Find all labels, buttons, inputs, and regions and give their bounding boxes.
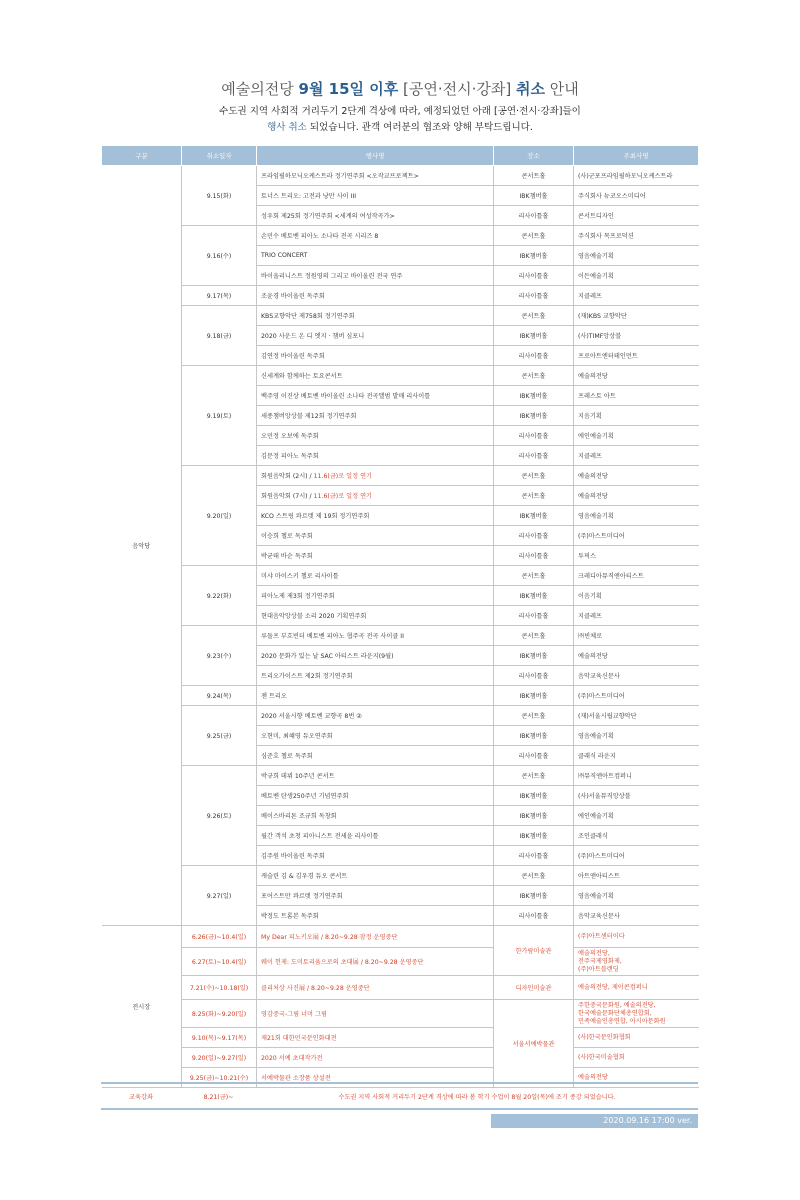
- title-mid: [공연·전시·강좌]: [398, 80, 516, 98]
- host-cell: 아트앤아티스트: [574, 866, 699, 886]
- date-cell: 9.22(화): [182, 566, 257, 626]
- version-badge: 2020.09.16 17:00 ver.: [491, 1114, 698, 1128]
- venue-cell: 콘서트홀: [494, 866, 574, 886]
- table-row: [102, 626, 699, 646]
- event-cell: [257, 786, 494, 806]
- event-name: 바이올리니스트 정원영의 그리고 바이올린 전국 연주: [261, 273, 403, 280]
- event-name: KBS교향악단 제758회 정기연주회: [261, 313, 355, 320]
- event-cell: [257, 406, 494, 426]
- event-name: 심준호 첼로 독주회: [261, 753, 313, 760]
- venue-cell: 콘서트홀: [494, 306, 574, 326]
- host-name: (사)한국문인화협회: [578, 1033, 631, 1041]
- event-cell: 영감중국-그림 너머 그림: [257, 1000, 494, 1028]
- education-note: 수도권 지역 사회적 거리두기 2단계 격상에 따라 봄 학기 수업이 8월 20일(목)에 조기 종강 되었습니다.: [256, 1083, 698, 1109]
- event-name: TRIO CONCERT: [261, 252, 308, 259]
- event-name: 김연정 바이올린 독주회: [261, 353, 325, 360]
- host-cell: 음악교육신문사: [574, 906, 699, 926]
- venue-cell: 디자인미술관: [494, 976, 574, 1000]
- event-name: 오민정 오보에 독주회: [261, 433, 319, 440]
- host-cell: 영음예술기획: [574, 726, 699, 746]
- venue-cell: 서울서예박물관: [494, 1000, 574, 1088]
- col-header-date: 취소일자: [182, 146, 257, 166]
- education-row: [101, 1083, 698, 1109]
- table-row: [102, 306, 699, 326]
- event-cell: [257, 426, 494, 446]
- event-name: 월간 객석 초청 피아니스트 전세윤 리사이틀: [261, 833, 379, 840]
- event-name: 현대음악앙상블 소리 2020 기획연주회: [261, 613, 367, 620]
- table-row: [102, 926, 699, 948]
- event-name: 피아노제 제3회 정기연주회: [261, 593, 335, 600]
- venue-cell: IBK챔버홀: [494, 506, 574, 526]
- venue-cell: 리사이틀홀: [494, 906, 574, 926]
- venue-cell: 리사이틀홀: [494, 606, 574, 626]
- host-cell: (주)마스트미디어: [574, 846, 699, 866]
- host-cell: (주)마스트미디어: [574, 686, 699, 706]
- venue-cell: 콘서트홀: [494, 566, 574, 586]
- event-cell: [257, 566, 494, 586]
- event-cell: [257, 866, 494, 886]
- subtitle-highlight: 행사 취소: [267, 122, 307, 133]
- event-cell: [257, 466, 494, 486]
- venue-cell: 콘서트홀: [494, 466, 574, 486]
- date-cell: 9.10(목)~9.17(목): [182, 1028, 257, 1048]
- event-cell: [257, 546, 494, 566]
- event-name: 회원음악회 (2시) /: [261, 473, 314, 480]
- category-cell: 전시장: [102, 926, 182, 1088]
- venue-cell: 리사이틀홀: [494, 846, 574, 866]
- venue-cell: 리사이틀홀: [494, 266, 574, 286]
- host-cell: 지클레프: [574, 446, 699, 466]
- table-row: [102, 976, 699, 1000]
- date-cell: 9.16(수): [182, 226, 257, 286]
- event-name: 미샤 마이스키 첼로 리사이틀: [261, 573, 339, 580]
- event-cell: [257, 206, 494, 226]
- event-cell: [257, 346, 494, 366]
- date-cell: 9.25(금): [182, 706, 257, 766]
- host-line: 민족예술인총연합, 아시아문화원: [578, 1017, 666, 1025]
- col-header-category: 구분: [102, 146, 182, 166]
- event-cell: [257, 286, 494, 306]
- event-cell: 2020 서예 초대작가전: [257, 1048, 494, 1068]
- event-cell: [257, 826, 494, 846]
- host-cell: ㈜빈체로: [574, 626, 699, 646]
- event-cell: [257, 886, 494, 906]
- postponed-note: 11.6(금)로 일정 연기: [313, 473, 373, 480]
- table-row: [102, 686, 699, 706]
- host-line: 주한중국문화원, 예술의전당,: [578, 1001, 656, 1009]
- title-prefix: 예술의전당: [221, 80, 299, 98]
- event-cell: 클리처상 사진展 / 8.20~9.28 운영중단: [257, 976, 494, 1000]
- host-cell: 음악교육신문사: [574, 666, 699, 686]
- host-cell: 지클레프: [574, 606, 699, 626]
- cancel-schedule-table: [101, 145, 699, 1088]
- date-cell: 9.17(목): [182, 286, 257, 306]
- host-cell: 크레디아뮤직앤아티스트: [574, 566, 699, 586]
- host-cell: 예술의전당: [574, 486, 699, 506]
- subtitle-line1: 수도권 지역 사회적 거리두기 2단계 격상에 따라, 예정되었던 아래 [공연·전시·강좌]들이: [219, 106, 581, 117]
- event-cell: [257, 706, 494, 726]
- event-name: 신세계와 함께하는 토요콘서트: [261, 373, 343, 380]
- host-cell: (사)군포프라임필하모닉오케스트라: [574, 166, 699, 186]
- venue-cell: IBK챔버홀: [494, 186, 574, 206]
- event-cell: [257, 766, 494, 786]
- event-cell: [257, 326, 494, 346]
- date-cell: 6.27(토)~10.4(일): [182, 948, 257, 976]
- date-cell: 6.26(금)~10.4(일): [182, 926, 257, 948]
- host-cell: 이든예술기획: [574, 266, 699, 286]
- event-name: 2020 사운드 온 디 엣지 · 챔버 심포니: [261, 333, 365, 340]
- event-name: 손민수 베토벤 피아노 소나타 전곡 시리즈 8: [261, 233, 379, 240]
- host-cell: 지클레프: [574, 286, 699, 306]
- venue-cell: IBK챔버홀: [494, 406, 574, 426]
- date-cell: 9.24(목): [182, 686, 257, 706]
- event-cell: [257, 906, 494, 926]
- education-label: 교육강좌: [101, 1083, 181, 1109]
- table-row: [102, 466, 699, 486]
- event-cell: [257, 646, 494, 666]
- host-cell: (사)서울뮤직앙상블: [574, 786, 699, 806]
- event-cell: [257, 626, 494, 646]
- table-row: [102, 948, 699, 976]
- venue-cell: 콘서트홀: [494, 766, 574, 786]
- host-line: (주)아트블랜딩: [578, 965, 619, 973]
- event-name: 김문정 피아노 독주회: [261, 453, 319, 460]
- venue-cell: IBK챔버홀: [494, 246, 574, 266]
- host-cell: (재)KBS 교향악단: [574, 306, 699, 326]
- table-row: [102, 766, 699, 786]
- host-cell: 투픽스: [574, 546, 699, 566]
- host-cell: [574, 948, 699, 976]
- venue-cell: 콘서트홀: [494, 166, 574, 186]
- category-cell: 음악당: [102, 166, 182, 926]
- host-name: (사)한국미술협회: [578, 1053, 625, 1061]
- event-cell: [257, 246, 494, 266]
- event-cell: [257, 166, 494, 186]
- venue-cell: 리사이틀홀: [494, 206, 574, 226]
- host-cell: [574, 1000, 699, 1028]
- host-name: (주)아트센터이다: [578, 932, 625, 940]
- host-cell: 프레스토 아트: [574, 386, 699, 406]
- page-title: [0, 78, 800, 99]
- title-highlight: 9월 15일 이후: [298, 80, 399, 98]
- host-cell: 주식회사 뉴코오스미디어: [574, 186, 699, 206]
- date-cell: 9.15(화): [182, 166, 257, 226]
- table-row: [102, 706, 699, 726]
- date-cell: 9.23(수): [182, 626, 257, 686]
- table-body: [102, 166, 699, 1088]
- host-name: 예술의전당: [578, 1073, 608, 1081]
- title-cancel: 취소: [515, 80, 545, 98]
- postponed-note: 11.6(금)로 일정 연기: [313, 493, 373, 500]
- host-cell: [574, 1048, 699, 1068]
- event-cell: [257, 386, 494, 406]
- event-cell: [257, 686, 494, 706]
- venue-cell: 콘서트홀: [494, 226, 574, 246]
- venue-cell: IBK챔버홀: [494, 786, 574, 806]
- host-cell: (사)TIMF앙상블: [574, 326, 699, 346]
- host-cell: 클래식 라운지: [574, 746, 699, 766]
- event-cell: [257, 306, 494, 326]
- host-cell: 프로아트엔터테인먼트: [574, 346, 699, 366]
- event-cell: My Dear 피노키오展 / 8.20~9.28 잠정 운영중단: [257, 926, 494, 948]
- event-cell: [257, 746, 494, 766]
- table-header-row: [102, 146, 699, 166]
- venue-cell: IBK챔버홀: [494, 806, 574, 826]
- host-cell: 예술의전당: [574, 366, 699, 386]
- event-name: 김주원 바이올린 독주회: [261, 853, 325, 860]
- event-name: 박정도 트롬본 독주회: [261, 913, 319, 920]
- date-cell: 9.25(금)~10.21(수): [182, 1068, 257, 1088]
- event-cell: [257, 446, 494, 466]
- table-row: [102, 166, 699, 186]
- venue-cell: 콘서트홀: [494, 706, 574, 726]
- venue-cell: 리사이틀홀: [494, 526, 574, 546]
- venue-cell: 리사이틀홀: [494, 546, 574, 566]
- host-cell: 조인클래식: [574, 826, 699, 846]
- event-cell: [257, 186, 494, 206]
- date-cell: 9.26(토): [182, 766, 257, 866]
- host-name: 예술의전당, 제이콘컴퍼니: [578, 983, 648, 991]
- event-name: 베토벤 탄생250주년 기념연주회: [261, 793, 349, 800]
- event-name: 오현미, 최혜영 듀오연주회: [261, 733, 333, 740]
- host-cell: 이음기획: [574, 586, 699, 606]
- venue-cell: IBK챔버홀: [494, 586, 574, 606]
- col-header-host: 주최사명: [574, 146, 699, 166]
- notice-subtitle: [0, 104, 800, 136]
- event-cell: [257, 506, 494, 526]
- date-cell: 9.27(일): [182, 866, 257, 926]
- venue-cell: IBK챔버홀: [494, 326, 574, 346]
- table-row: [102, 366, 699, 386]
- event-name: 성우회 제25회 정기연주회 <세계의 여성작곡가>: [261, 213, 395, 220]
- event-name: 세종챔버앙상블 제12회 정기연주회: [261, 413, 357, 420]
- host-cell: 영음예술기획: [574, 506, 699, 526]
- host-cell: 지음기획: [574, 406, 699, 426]
- host-cell: 에인예술기획: [574, 426, 699, 446]
- subtitle-line2: [0, 120, 800, 136]
- event-cell: [257, 806, 494, 826]
- date-cell: 7.21(수)~10.18(일): [182, 976, 257, 1000]
- event-name: 토너스 트리오: 고전과 낭만 사이 III: [261, 193, 357, 200]
- event-name: 2020 서울시향 베토벤 교향곡 8번 ②: [261, 713, 362, 720]
- venue-cell: 리사이틀홀: [494, 346, 574, 366]
- event-name: 베이스바리톤 조규희 독창회: [261, 813, 337, 820]
- host-cell: [574, 976, 699, 1000]
- education-date: 8.21(금)~: [181, 1083, 256, 1109]
- table-row: [102, 1048, 699, 1068]
- venue-cell: 콘서트홀: [494, 486, 574, 506]
- table-row: [102, 866, 699, 886]
- date-cell: 9.19(토): [182, 366, 257, 466]
- host-cell: (재)서울시립교향악단: [574, 706, 699, 726]
- table-row: [102, 1000, 699, 1028]
- host-cell: 예술의전당: [574, 646, 699, 666]
- event-cell: [257, 526, 494, 546]
- event-name: 2020 문화가 있는 날 SAC 아티스트 라운지(9월): [261, 653, 394, 660]
- host-line: 전주국제영화제,: [578, 957, 622, 965]
- event-name: 박균태 바순 독주회: [261, 553, 313, 560]
- venue-cell: 리사이틀홀: [494, 286, 574, 306]
- event-cell: [257, 666, 494, 686]
- venue-cell: IBK챔버홀: [494, 646, 574, 666]
- event-cell: [257, 266, 494, 286]
- event-cell: [257, 586, 494, 606]
- event-cell: [257, 846, 494, 866]
- table-row: [102, 226, 699, 246]
- event-name: 젠 트리오: [261, 693, 287, 700]
- host-cell: 주식회사 목프로덕션: [574, 226, 699, 246]
- host-cell: 예술의전당: [574, 466, 699, 486]
- table-row: [102, 1028, 699, 1048]
- host-line: 예술의전당,: [578, 949, 610, 957]
- event-name: 포어스트만 콰르텟 정기연주회: [261, 893, 343, 900]
- host-cell: 영음예술기획: [574, 886, 699, 906]
- host-cell: [574, 1028, 699, 1048]
- venue-cell: 콘서트홀: [494, 366, 574, 386]
- event-name: 트리오가이스트 제2회 정기연주회: [261, 673, 353, 680]
- event-cell: [257, 486, 494, 506]
- event-name: 이승희 첼로 독주회: [261, 533, 313, 540]
- host-cell: 영음예술기획: [574, 246, 699, 266]
- event-cell: [257, 726, 494, 746]
- venue-cell: IBK챔버홀: [494, 826, 574, 846]
- col-header-event: 행사명: [257, 146, 494, 166]
- event-name: 백주영 이진상 베토벤 바이올린 소나타 전곡앨범 발매 리사이틀: [261, 393, 431, 400]
- host-cell: (주)마스트미디어: [574, 526, 699, 546]
- event-name: 박규희 데뷔 10주년 콘서트: [261, 773, 335, 780]
- event-cell: [257, 606, 494, 626]
- event-cell: 서예박물관 소장품 상설전: [257, 1068, 494, 1088]
- event-cell: 제21회 대한민국문인화대전: [257, 1028, 494, 1048]
- event-cell: 웨이 헌제: 도미토리움으로의 초대展 / 8.20~9.28 운영중단: [257, 948, 494, 976]
- host-line: 한국예술문화단체총연합회,: [578, 1009, 652, 1017]
- date-cell: 9.20(일): [182, 466, 257, 566]
- host-cell: 콘서트디자인: [574, 206, 699, 226]
- venue-cell: IBK챔버홀: [494, 386, 574, 406]
- event-cell: [257, 366, 494, 386]
- event-name: 루돌프 부흐빈더 베토벤 피아노 협주곡 전곡 사이클 II: [261, 633, 404, 640]
- title-suffix: 안내: [544, 80, 579, 98]
- host-cell: ㈜뮤직앤아트컴퍼니: [574, 766, 699, 786]
- venue-cell: 한가람미술관: [494, 926, 574, 976]
- venue-cell: 리사이틀홀: [494, 666, 574, 686]
- venue-cell: 리사이틀홀: [494, 746, 574, 766]
- venue-cell: IBK챔버홀: [494, 686, 574, 706]
- venue-cell: IBK챔버홀: [494, 886, 574, 906]
- venue-cell: 리사이틀홀: [494, 426, 574, 446]
- table-row: [102, 286, 699, 306]
- event-name: 캐슬린 김 & 김우경 듀오 콘서트: [261, 873, 348, 880]
- host-cell: 에인예술기획: [574, 806, 699, 826]
- date-cell: 9.18(금): [182, 306, 257, 366]
- venue-cell: 리사이틀홀: [494, 446, 574, 466]
- venue-cell: 콘서트홀: [494, 626, 574, 646]
- table-row: [102, 566, 699, 586]
- subtitle-rest: 되었습니다. 관객 여러분의 협조와 양해 부탁드립니다.: [306, 122, 533, 133]
- col-header-venue: 장소: [494, 146, 574, 166]
- event-name: 회원음악회 (7시) /: [261, 493, 314, 500]
- education-table: [101, 1082, 698, 1110]
- event-name: 조윤경 바이올린 독주회: [261, 293, 325, 300]
- event-name: 프라임필하모닉오케스트라 정기연주회 <오작교프로젝트>: [261, 173, 419, 180]
- event-cell: [257, 226, 494, 246]
- event-name: KCO 스트링 콰르텟 제 19회 정기연주회: [261, 513, 370, 520]
- venue-cell: IBK챔버홀: [494, 726, 574, 746]
- host-cell: [574, 926, 699, 948]
- date-cell: 8.25(화)~9.20(일): [182, 1000, 257, 1028]
- date-cell: 9.20(일)~9.27(일): [182, 1048, 257, 1068]
